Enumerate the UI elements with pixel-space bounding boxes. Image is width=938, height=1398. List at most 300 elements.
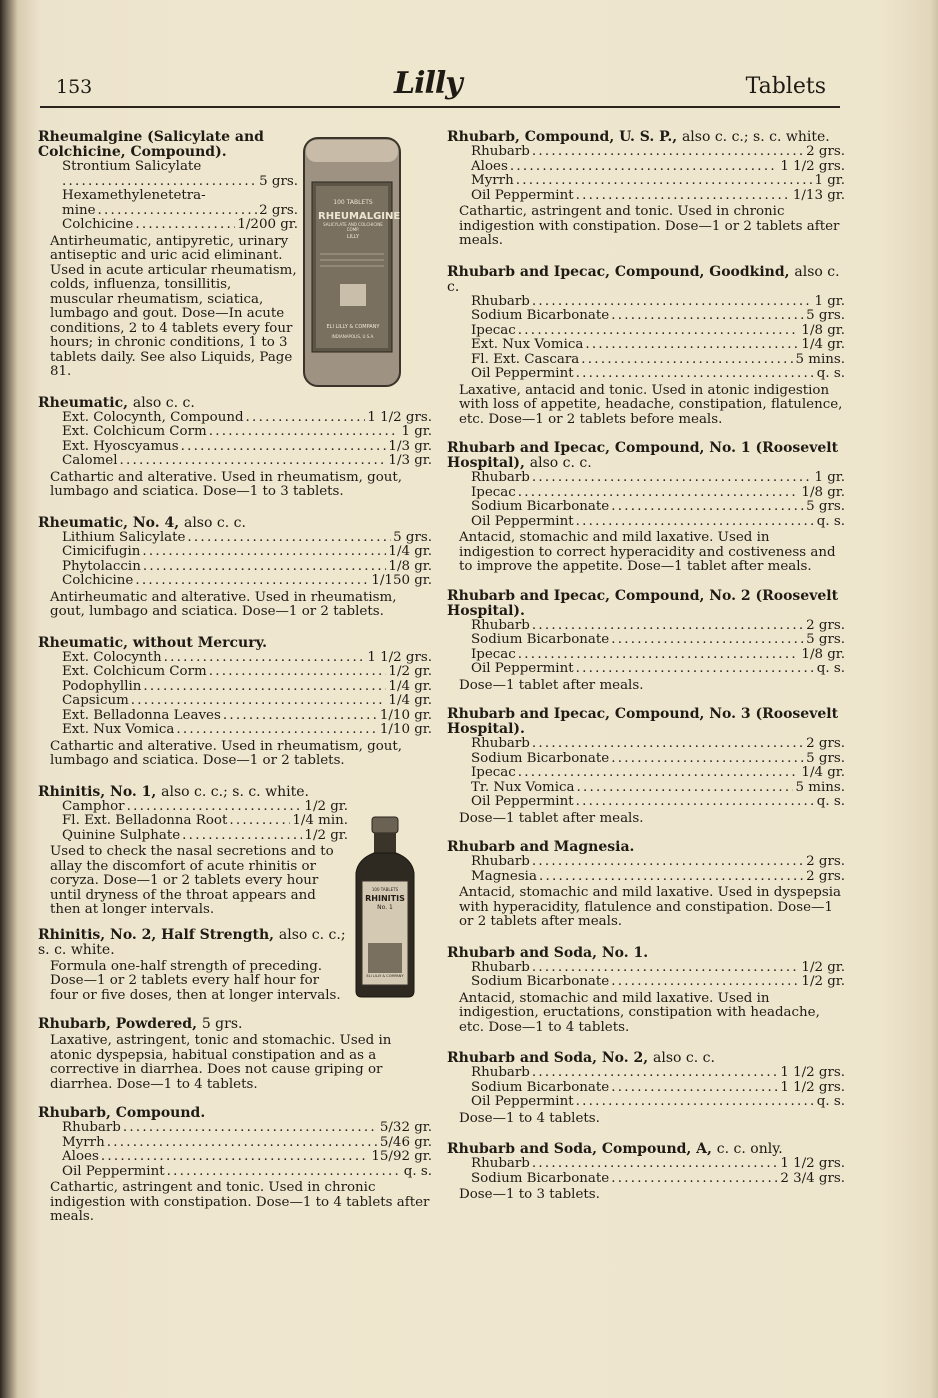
leader-dots [532,145,804,160]
ingredient-qty: 5 grs. [806,308,845,323]
ingredient-name: Sodium Bicarbonate [471,499,610,514]
ingredient-name: Ext. Hyoscyamus [62,438,179,454]
ingredient-qty: 5 grs. [806,499,845,514]
formula-entry [38,516,432,620]
formula-title [38,636,432,651]
formula-title [447,946,845,961]
leader-dots [532,619,804,634]
ingredient-row [38,425,432,440]
leader-dots [98,204,258,219]
ingredient-name: Ext. Colchicum Corm [62,664,207,679]
formula-name: Rhubarb and Magnesia. [447,839,635,855]
leader-dots [182,829,302,844]
leader-dots [532,737,804,752]
ingredient-qty: 1/13 gr. [792,187,845,203]
formula-title [38,1017,432,1032]
formula-note: also c. c. [653,1050,715,1066]
leader-dots [143,680,386,695]
ingredient-qty: 2 grs. [806,868,845,884]
leader-dots [611,752,804,767]
leader-dots [176,723,378,738]
leader-dots [611,1081,778,1096]
formula-note: also c. c. [183,514,246,531]
leader-dots [581,353,793,368]
ingredient-name: Ext. Colocynth [62,649,162,665]
leader-dots [577,781,794,796]
ingredient-row [38,1150,432,1165]
leader-dots [518,324,800,339]
ingredient-qty: 2 grs. [806,617,845,633]
ingredient-row [447,1066,845,1081]
leader-dots [611,975,799,990]
ingredient-name: Ext. Nux Vomica [62,722,175,737]
leader-dots [532,855,804,870]
formula-title [447,1142,845,1157]
ingredient-row [38,545,432,560]
ingredient-qty: 1 1/2 grs. [780,158,845,174]
formula-entry [447,946,845,1036]
leader-dots [101,1150,370,1165]
ingredient-name: Calomel [62,453,118,468]
ingredient-qty: 1 1/2 grs. [780,1079,845,1095]
leader-dots [611,1172,778,1187]
ingredient-name: Fl. Ext. Cascara [471,351,580,367]
leader-dots [611,633,804,648]
leader-dots [127,800,303,815]
ingredient-row [447,309,845,324]
formula-name: Rhubarb and Soda, Compound, A, [447,1141,712,1157]
ingredient-row [447,160,845,175]
ingredient-row [38,189,298,204]
ingredient-qty: 1/2 gr. [388,664,432,679]
ingredient-qty: 1/8 gr. [388,558,432,574]
ingredient-row [38,531,432,546]
leader-dots [518,766,800,781]
ingredient-row [447,752,845,767]
leader-dots [119,454,386,469]
ingredient-row [38,680,432,695]
ingredient-row [447,324,845,339]
ingredient-qty: 5 mins. [795,779,845,795]
leader-dots [532,471,813,486]
ingredient-qty: 1/2 gr. [304,798,348,814]
leader-dots [518,486,800,501]
tin-label-count: 100 TABLETS [333,199,373,206]
formula-name: Rhinitis, No. 1, [38,783,157,800]
formula-description: Antirheumatic and alterative. Used in rheumatism, gout, lumbago and sciatica. Dose—1 or 2 tablets. [50,589,397,619]
ingredient-name: Rhubarb [471,959,530,975]
ingredient-name: Capsicum [62,693,129,708]
ingredient-qty: 5 grs. [259,173,298,189]
ingredient-row [38,723,432,738]
formula-name: Rheumatic, No. 4, [38,514,180,531]
formula-title [447,707,845,737]
leader-dots [229,814,290,829]
formula-name: Rhubarb and Ipecac, Compound, No. 1 (Roosevelt Hospital), [447,440,839,471]
ingredient-row [447,855,845,870]
ingredient-row [38,814,348,829]
ingredient-qty: 2 grs. [806,144,845,159]
ingredient-row [38,218,298,233]
formula-entry [38,785,348,918]
page-header [40,66,840,108]
ingredient-row [447,737,845,752]
leader-dots [539,870,804,885]
ingredient-qty: 1 1/2 grs. [780,1065,845,1080]
ingredient-row [447,367,845,382]
tin-label-desc: SALICYLATE AND COLCHICINE COMP. [323,222,383,232]
leader-dots [532,1066,778,1081]
ingredient-qty: 1/4 gr. [388,544,432,559]
ingredient-row [38,204,298,219]
formula-note: 5 grs. [201,1016,243,1032]
ingredient-qty: 1 1/2 grs. [780,1156,845,1171]
ingredient-name: mine [62,202,96,218]
formula-note: also c. c. [132,394,195,411]
formula-entry [447,1051,845,1126]
formula-description: Antacid, stomachic and mild laxative. Used in indigestion, eructations, constipation with headache, etc. Dose—1 to 4 tablets. [459,990,820,1035]
bottle-label-maker: ELI LILLY & COMPANY [366,974,404,978]
ingredient-row [38,411,432,426]
formula-description: Antirheumatic, antipyretic, urinary antiseptic and uric acid eliminant. Used in acute articular rheumatism, colds, influenza, tonsillitis, muscular rheumatism, sciatica, lumbago and gout. Dose—In acute conditions, 2 to 4 tablets every four hours; in chronic conditions, 1 to 3 tablets daily. See also Liquids, Page 81. [50,233,297,379]
ingredient-row [38,175,298,190]
ingredient-name: Oil Peppermint [471,513,574,529]
formula-title [447,265,845,295]
formula-entry [447,130,845,249]
leader-dots [123,1121,378,1136]
ingredient-row [447,1081,845,1096]
ingredient-name: Podophyllin [62,678,142,694]
formula-title [38,1106,432,1121]
ingredient-qty: 1 gr. [814,173,845,188]
ingredient-qty: q. s. [816,794,845,809]
formula-entry [38,636,432,769]
tin-label-city: INDIANAPOLIS, U.S.A. [331,334,375,339]
ingredient-qty: 1/2 gr. [801,959,845,975]
formula-name: Rheumatic, [38,394,128,411]
formula-description: Dose—1 to 4 tablets. [459,1110,600,1126]
ingredient-name: Cimicifugin [62,544,141,559]
ingredient-row [38,665,432,680]
ingredient-row [447,471,845,486]
ingredient-name: Rhubarb [471,617,530,633]
ingredient-name: Sodium Bicarbonate [471,1079,610,1095]
formula-entry [447,707,845,826]
formula-entry [447,840,845,930]
ingredient-qty: 5/46 gr. [379,1134,432,1150]
ingredient-row [38,440,432,455]
ingredient-qty: q. s. [816,1094,845,1109]
formula-description: Dose—1 to 3 tablets. [459,1187,600,1202]
leader-dots [532,961,800,976]
ingredient-row [38,574,432,589]
page-number: 153 [56,76,93,98]
ingredient-row [447,662,845,677]
ingredient-row [38,709,432,724]
ingredient-qty: 5 mins. [795,351,845,367]
ingredient-name: Sodium Bicarbonate [471,750,610,766]
ingredient-name: Oil Peppermint [471,794,574,809]
ingredient-row [38,160,298,175]
formula-description: Cathartic and alterative. Used in rheumatism, gout, lumbago and sciatica. Dose—1 to 3 tablets. [50,469,403,499]
ingredient-row [447,353,845,368]
leader-dots [107,1136,378,1151]
formula-name: Rhubarb and Soda, No. 1. [447,944,649,961]
leader-dots [576,515,815,530]
leader-dots [576,662,815,677]
ingredient-name: Rhubarb [471,854,530,869]
ingredient-qty: 1 gr. [814,293,845,309]
ingredient-row [447,1157,845,1172]
ingredient-row [447,795,845,810]
ingredient-row [38,1136,432,1151]
ingredient-name: Sodium Bicarbonate [471,632,610,647]
formula-entry [38,396,432,500]
ingredient-name: Rhubarb [62,1120,121,1135]
formula-description: Used to check the nasal secretions and to allay the discomfort of acute rhinitis or coryza. Dose—1 or 2 tablets every hour until dryness of the throat appears and then at longer intervals. [50,844,334,917]
ingredient-row [447,145,845,160]
leader-dots [246,411,366,426]
ingredient-qty: 1/4 gr. [801,337,845,352]
ingredient-row [447,174,845,189]
ingredient-name: Rhubarb [471,470,530,485]
leader-dots [585,338,799,353]
formula-note: also c. c. [529,455,592,471]
formula-name: Rhubarb, Compound. [38,1105,206,1121]
ingredient-name: Oil Peppermint [471,1094,574,1109]
leader-dots [510,160,779,175]
ingredient-qty: 1/4 gr. [801,765,845,780]
leader-dots [209,665,387,680]
ingredient-qty: 5 grs. [806,750,845,766]
ingredient-row [38,560,432,575]
leader-dots [167,1165,402,1180]
leader-dots [576,367,815,382]
ingredient-name: Myrrh [62,1134,105,1150]
leader-dots [611,500,804,515]
ingredient-name: Aloes [471,158,508,174]
left-column [38,130,432,1225]
ingredient-name: Ipecac [471,646,516,662]
formula-name: Rhubarb, Compound, U. S. P., [447,129,678,145]
ingredient-row [38,1121,432,1136]
ingredient-name: Hexamethylenetetra- [62,188,206,203]
formula-note: also c. c.; s. c. white. [38,926,346,958]
ingredient-row [447,619,845,634]
ingredient-row [447,648,845,663]
formula-note: also c. c.; s. c. white. [161,783,309,800]
ingredient-name: Sodium Bicarbonate [471,308,610,323]
ingredient-row [447,500,845,515]
ingredient-qty: 5 grs. [393,529,432,545]
ingredient-qty: 1/3 gr. [388,438,432,454]
ingredient-name: Ipecac [471,484,516,500]
formula-note: also c. c. [447,263,840,295]
formula-title [447,840,845,855]
leader-dots [223,709,378,724]
ingredient-row [38,829,348,844]
formula-description: Laxative, astringent, tonic and stomachic. Used in atonic dyspepsia, habitual constipation and as a corrective in diarrhea. Does not cause griping or diarrhea. Dose—1 to 4 tablets. [50,1033,392,1092]
formula-description: Dose—1 tablet after meals. [459,810,644,826]
header-rule [40,106,840,108]
formula-entry [447,441,845,575]
ingredient-qty: 1 1/2 grs. [367,409,432,425]
ingredient-qty: 1/150 gr. [371,573,432,588]
ingredient-qty: 1/4 gr. [388,693,432,708]
leader-dots [516,174,813,189]
ingredient-name: Sodium Bicarbonate [471,974,610,989]
ingredient-qty: 5/32 gr. [379,1120,432,1135]
ingredient-row [38,454,432,469]
leader-dots [576,189,791,204]
ingredient-row [38,651,432,666]
formula-description: Laxative, antacid and tonic. Used in atonic indigestion with loss of appetite, headache, constipation, flatulence, etc. Dose—1 or 2 tablets before meals. [459,382,843,427]
ingredient-name: Ext. Nux Vomica [471,337,584,352]
ingredient-name: Colchicine [62,573,134,588]
ingredient-name: Rhubarb [471,1156,530,1171]
leader-dots [209,425,400,440]
leader-dots [181,440,387,455]
ingredient-qty: 2 grs. [806,736,845,751]
ingredient-qty: 2 3/4 grs. [780,1170,845,1186]
formula-description: Cathartic, astringent and tonic. Used in chronic indigestion with constipation. Dose—1 or 2 tablets after meals. [459,204,840,248]
tin-label-maker: ELI LILLY & COMPANY [326,324,380,330]
ingredient-name: Oil Peppermint [471,366,574,381]
formula-title [38,928,348,958]
ingredient-name: Ext. Belladonna Leaves [62,707,221,723]
tin-label-brand: LILLY [346,234,360,240]
ingredient-name: Rhubarb [471,736,530,751]
ingredient-name: Tr. Nux Vomica [471,779,575,795]
formula-name: Rhubarb and Ipecac, Compound, No. 2 (Roosevelt Hospital). [447,587,839,619]
ingredient-qty: q. s. [816,661,845,676]
ingredient-qty: 1/10 gr. [379,722,432,737]
right-column [447,130,845,1203]
lilly-logo: Lilly [394,66,462,101]
leader-dots [576,1095,815,1110]
ingredient-qty: 2 grs. [259,202,298,218]
bottle-label-name: RHINITIS [365,894,405,903]
leader-dots [518,648,800,663]
ingredient-row [447,975,845,990]
leader-dots [131,694,387,709]
formula-entry [38,130,298,380]
ingredient-name: Oil Peppermint [471,187,574,203]
ingredient-name: Magnesia [471,868,537,884]
bottle-label-count: 100 TABLETS [371,887,399,892]
formula-entry [447,1142,845,1203]
ingredient-row [447,961,845,976]
leader-dots [187,531,391,546]
leader-dots [142,545,386,560]
ingredient-row [38,694,432,709]
leader-dots [164,651,366,666]
ingredient-row [447,633,845,648]
ingredient-name: Oil Peppermint [471,661,574,676]
ingredient-row [447,515,845,530]
ingredient-row [447,766,845,781]
ingredient-qty: 1/3 gr. [388,453,432,468]
formula-title [38,130,298,160]
formula-note: also c. c.; s. c. white. [681,129,830,145]
formula-name: Rheumalgine (Salicylate and Colchicine, Compound). [38,129,264,160]
ingredient-qty: 15/92 gr. [371,1149,432,1164]
formula-entry [38,928,348,1004]
ingredient-row [38,800,348,815]
ingredient-qty: 2 grs. [806,854,845,869]
ingredient-name: Ipecac [471,765,516,780]
formula-name: Rhubarb, Powdered, [38,1016,197,1032]
leader-dots [611,309,804,324]
formula-title [38,785,348,800]
ingredient-name: Rhubarb [471,144,530,159]
ingredient-name: Oil Peppermint [62,1163,165,1179]
formula-note: c. c. only. [716,1141,783,1157]
ingredient-name: Ext. Colocynth, Compound [62,409,244,425]
ingredient-qty: 1/8 gr. [801,484,845,500]
formula-name: Rhinitis, No. 2, Half Strength, [38,926,275,943]
formula-title [447,1051,845,1066]
ingredient-row [447,189,845,204]
ingredient-qty: q. s. [403,1163,432,1179]
leader-dots [532,1157,778,1172]
ingredient-name: Strontium Salicylate [62,159,202,174]
ingredient-qty: 1/4 min. [292,813,348,828]
ingredient-name: Ext. Colchicum Corm [62,424,207,439]
leader-dots [532,295,813,310]
ingredient-qty: 1/2 gr. [304,827,348,843]
ingredient-name: Rhubarb [471,293,530,309]
ingredient-qty: q. s. [816,366,845,381]
ingredient-qty: 1/8 gr. [801,322,845,338]
ingredient-qty: 1 gr. [401,424,432,439]
ingredient-qty: q. s. [816,513,845,529]
ingredient-name: Quinine Sulphate [62,827,181,843]
ingredient-qty: 1/8 gr. [801,646,845,662]
leader-dots [143,560,387,575]
ingredient-qty: 5 grs. [806,632,845,647]
ingredient-name: Camphor [62,798,125,814]
leader-dots [576,795,815,810]
formula-description: Cathartic and alterative. Used in rheumatism, gout, lumbago and sciatica. Dose—1 or 2 tablets. [50,738,403,768]
ingredient-qty: 1 gr. [814,470,845,485]
formula-entry [447,589,845,694]
ingredient-name: Aloes [62,1149,99,1164]
ingredient-row [447,338,845,353]
ingredient-row [447,295,845,310]
formula-entry [38,1017,432,1092]
leader-dots [135,574,369,589]
leader-dots [62,175,257,190]
ingredient-qty: 1/10 gr. [379,707,432,723]
ingredient-row [447,870,845,885]
ingredient-name: Colchicine [62,217,134,232]
formula-name: Rheumatic, without Mercury. [38,634,267,651]
ingredient-name: Rhubarb [471,1065,530,1080]
tin-label-name: RHEUMALGINE [318,211,401,222]
formula-entry [38,1106,432,1225]
formula-title [447,441,845,471]
ingredient-row [38,1165,432,1180]
formula-description: Dose—1 tablet after meals. [459,677,644,693]
formula-title [38,396,432,411]
formula-name: Rhubarb and Soda, No. 2, [447,1050,649,1066]
ingredient-qty: 1/200 gr. [237,217,298,232]
formula-entry [447,265,845,428]
ingredient-name: Phytolaccin [62,558,141,574]
formula-description: Formula one-half strength of preceding. Dose—1 or 2 tablets every half hour for four or five doses, then at longer intervals. [50,958,341,1003]
ingredient-qty: 1/4 gr. [388,678,432,694]
